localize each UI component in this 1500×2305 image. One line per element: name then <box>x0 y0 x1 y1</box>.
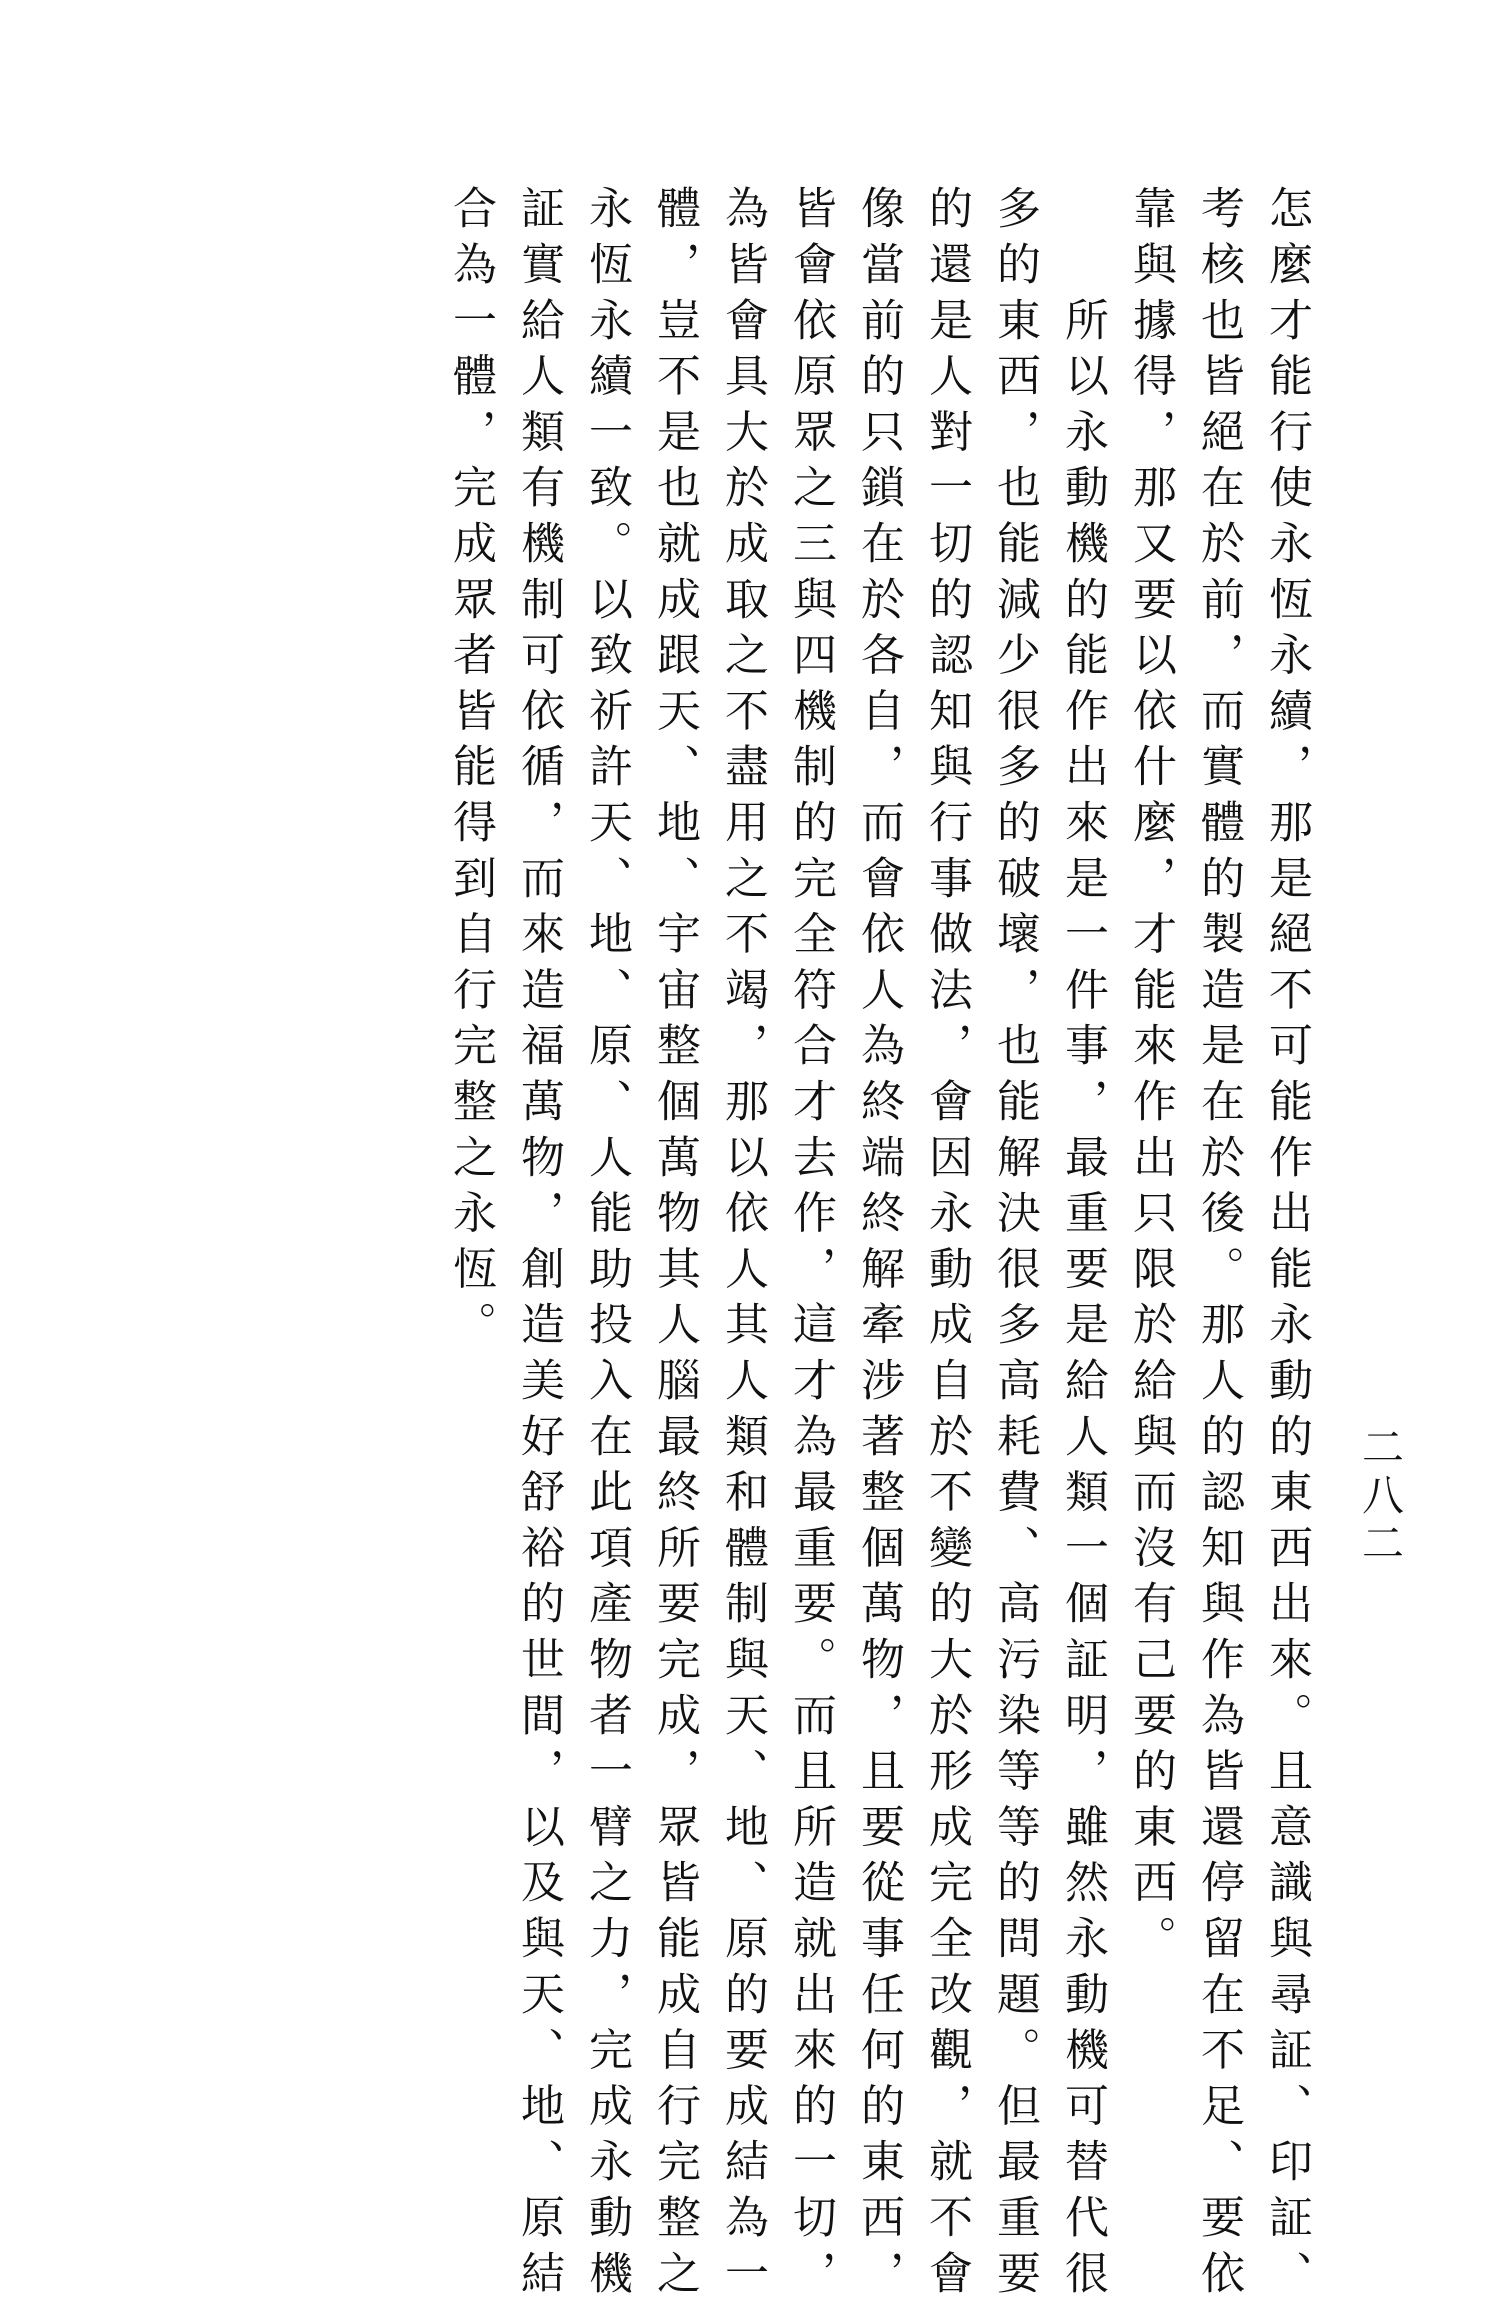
text-line: 皆會依原眾之三與四機制的完全符合才去作，這才為最重要。而且所造就出來的一切， <box>785 185 836 2305</box>
text-line: 的還是人對一切的認知與行事做法，會因永動成自於不變的大於形成完全改觀，就不會 <box>921 185 972 2305</box>
text-line: 怎麼才能行使永恆永續，那是絕不可能作出能永動的東西出來。且意識與尋証、印証、 <box>1261 185 1312 2305</box>
text-line: 証實給人類有機制可依循，而來造福萬物，創造美好舒裕的世間，以及與天、地、原結 <box>513 185 564 2305</box>
text-line: 像當前的只鎖在於各自，而會依人為終端終解牽涉著整個萬物，且要從事任何的東西， <box>853 185 904 2305</box>
text-line: 考核也皆絕在於前，而實體的製造是在於後。那人的認知與作為皆還停留在不足、要依 <box>1193 185 1244 2305</box>
text-line: 所以永動機的能作出來是一件事，最重要是給人類一個証明，雖然永動機可替代很 <box>1057 185 1108 2305</box>
text-line: 靠與據得，那又要以依什麼，才能來作出只限於給與而沒有己要的東西。 <box>1125 185 1176 1971</box>
page-number: 二八二 <box>1356 1425 1405 1569</box>
text-line: 永恆永續一致。以致祈許天、地、原、人能助投入在此項產物者一臂之力，完成永動機 <box>581 185 632 2305</box>
text-line: 合為一體，完成眾者皆能得到自行完整之永恆。 <box>445 185 496 1357</box>
text-line: 為皆會具大於成取之不盡用之不竭，那以依人其人類和體制與天、地、原的要成結為一 <box>717 185 768 2305</box>
text-line: 體，豈不是也就成跟天、地、宇宙整個萬物其人腦最終所要完成，眾皆能成自行完整之 <box>649 185 700 2305</box>
text-line: 多的東西，也能減少很多的破壞，也能解決很多高耗費、高污染等等的問題。但最重要 <box>989 185 1040 2305</box>
vertical-text-body <box>370 185 1320 2305</box>
